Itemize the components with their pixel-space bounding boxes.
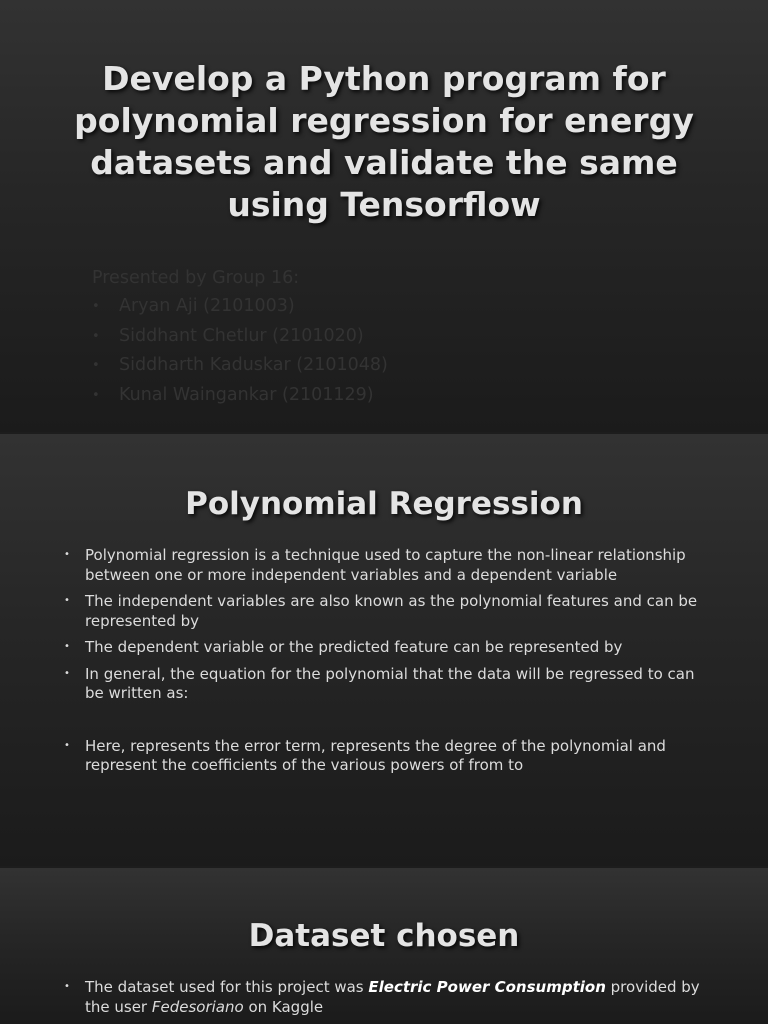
dataset-author: Fedesoriano [151, 997, 244, 1016]
presenter-list [92, 292, 388, 410]
bullet-text: provided by the user [85, 978, 700, 1016]
presenter-item: • Siddhant Chetlur (2101020) [92, 322, 388, 352]
slide-title [0, 0, 768, 432]
slide-heading: Dataset chosen [248, 918, 520, 954]
bullet-item [64, 978, 714, 1017]
slide-polynomial-regression [0, 434, 768, 866]
bullet-item: • Here, represents the error term, represents the degree of the polynomial and represent the coefficients of the various powers of from to [64, 737, 714, 776]
dataset-name: Electric Power Consumption [368, 978, 606, 996]
presenter-item: • Siddharth Kaduskar (2101048) [92, 351, 388, 381]
bullet-list [64, 978, 714, 1024]
bullet-text: The dataset used for this project was [85, 978, 369, 996]
slide-title-heading: Develop a Python program for polynomial regression for energy datasets and validate the same using Tensorflow [74, 59, 694, 224]
slide-dataset-chosen [0, 868, 768, 1024]
bullet-item: • In general, the equation for the polynomial that the data will be regressed to can be written as: [64, 665, 714, 704]
bullet-list [64, 546, 714, 783]
presenters-block [92, 264, 388, 410]
slide-heading: Polynomial Regression [185, 486, 583, 522]
presenter-item: • Aryan Aji (2101003) [92, 292, 388, 322]
bullet-item: • The dependent variable or the predicted feature can be represented by [64, 638, 714, 658]
presented-by-label: Presented by Group 16: [92, 268, 300, 288]
bullet-item: • Polynomial regression is a technique used to capture the non-linear relationship between one or more independent variables and a dependent variable [64, 546, 714, 585]
presenter-item: • Kunal Waingankar (2101129) [92, 381, 388, 411]
bullet-item: • The independent variables are also known as the polynomial features and can be represented by [64, 592, 714, 631]
bullet-text: on Kaggle [243, 997, 324, 1016]
